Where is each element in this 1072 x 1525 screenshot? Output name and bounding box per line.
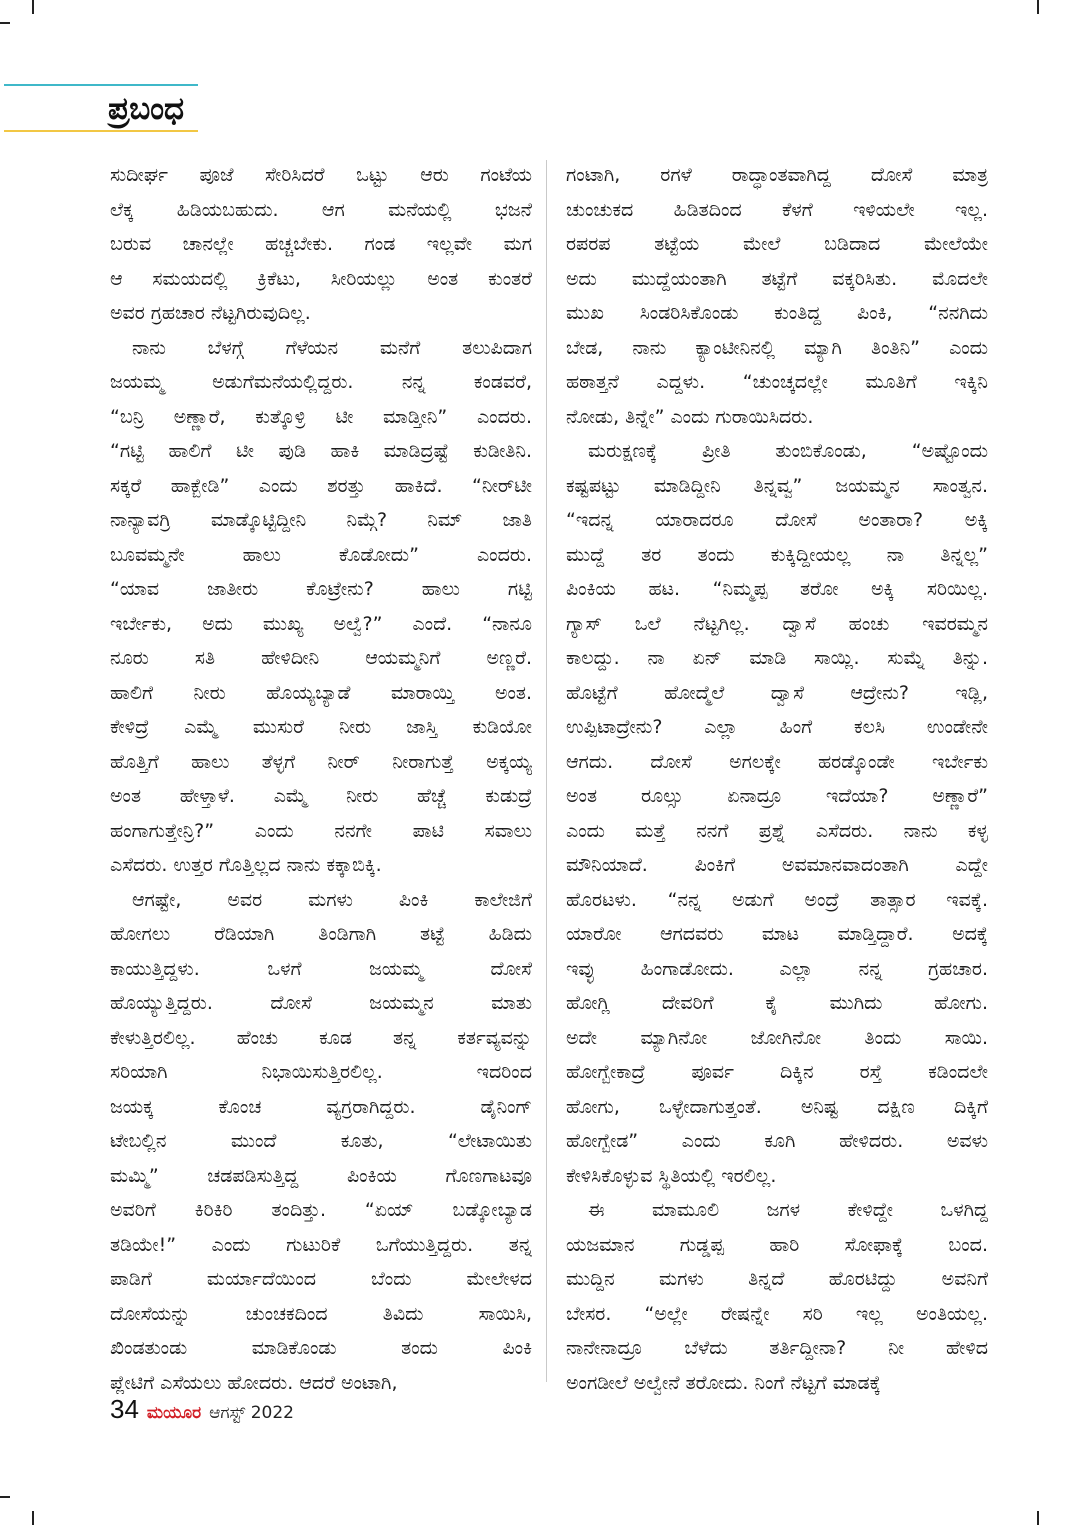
text-line: ಪಾಡಿಗೆ ಮರ್ಯಾದೆಯಿಂದ ಬೆಂದು ಮೇಲೇಳದ <box>110 1268 532 1290</box>
text-line: ಆ ಸಮಯದಲ್ಲಿ ಕ್ರಿಕೆಟು, ಸೀರಿಯಲ್ಲು ಅಂತ ಕುಂತರೆ <box>110 267 532 290</box>
article-column-right <box>566 158 988 1400</box>
text-line: ಜಯಮ್ಮ ಅಡುಗೆಮನೆಯಲ್ಲಿದ್ದರು. ನನ್ನ ಕಂಡವರೆ, <box>110 371 532 393</box>
text-line: “ಯಾವ ಜಾತೀರು ಕೊಟ್ರೇನು? ಹಾಲು ಗಟ್ಟಿ <box>110 578 532 600</box>
text-line: ಹೋಗ್ಬೇಡ” ಎಂದು ಕೂಗಿ ಹೇಳಿದರು. ಅವಳು <box>566 1130 988 1152</box>
page-footer <box>110 1394 294 1425</box>
text-line: ಹೋಗ್ಲಿ ದೇವರಿಗೆ ಕೈ ಮುಗಿದು ಹೋಗು. <box>566 992 988 1014</box>
text-line: ಅಂತ ರೂಲ್ಸು ಏನಾದ್ರೂ ಇದೆಯಾ? ಅಣ್ಣಾರೆ” <box>566 785 988 807</box>
article-column-left <box>110 158 532 1400</box>
text-line: ನಾನೇನಾದ್ರೂ ಬೆಳೆದು ತರ್ತಿದ್ದೀನಾ? ನೀ ಹೇಳಿದ <box>566 1337 988 1359</box>
text-line: ಇರ್ಬೇಕು, ಅದು ಮುಖ್ಯ ಅಲ್ವೆ?” ಎಂದೆ. “ನಾನೂ <box>110 612 532 635</box>
text-line: ಚುಂಚುಕದ ಹಿಡಿತದಿಂದ ಕೆಳಗೆ ಇಳಿಯಲೇ ಇಲ್ಲ. <box>566 198 988 221</box>
paragraph <box>110 158 532 331</box>
paragraph <box>110 883 532 1401</box>
text-line: ಹೊಯ್ಯುತ್ತಿದ್ದರು. ದೋಸೆ ಜಯಮ್ಮನ ಮಾತು <box>110 992 532 1014</box>
text-line: ಹೊತ್ತಿಗೆ ಹಾಲು ತೆಳ್ಳಗೆ ನೀರ್ ನೀರಾಗುತ್ತೆ ಅಕ್ಕಯ್ಯ <box>110 750 532 773</box>
text-line: “ಗಟ್ಟಿ ಹಾಲಿಗೆ ಟೀ ಪುಡಿ ಹಾಕಿ ಮಾಡಿದ್ರಷ್ಟೆ ಕುಡೀತಿನಿ. <box>110 440 532 462</box>
column-divider <box>546 160 547 1382</box>
text-line: ಲೆಕ್ಕ ಹಿಡಿಯಬಹುದು. ಆಗ ಮನೆಯಲ್ಲಿ ಭಜನೆ <box>110 198 532 221</box>
crop-mark <box>0 1496 10 1498</box>
text-line: ನೂರು ಸತಿ ಹೇಳಿದೀನಿ ಆಯಮ್ಮನಿಗೆ ಅಣ್ಣರೆ. <box>110 647 532 669</box>
text-line: ಕೇಳುತ್ತಿರಲಿಲ್ಲ. ಹೆಂಚು ಕೂಡ ತನ್ನ ಕರ್ತವ್ಯವನ್ನು <box>110 1026 532 1049</box>
text-line: ಅದು ಮುದ್ದೆಯಂತಾಗಿ ತಟ್ಟೆಗೆ ವಕ್ಕರಿಸಿತು. ಮೊದಲೇ <box>566 267 988 290</box>
text-line: ಕೇಳಿಸಿಕೊಳ್ಳುವ ಸ್ಥಿತಿಯಲ್ಲಿ ಇರಲಿಲ್ಲ. <box>566 1164 777 1187</box>
text-line: ಸರಿಯಾಗಿ ನಿಭಾಯಿಸುತ್ತಿರಲಿಲ್ಲ. ಇದರಿಂದ <box>110 1061 532 1083</box>
text-line: ಹಂಗಾಗುತ್ತೇನ್ರಿ?” ಎಂದು ನನಗೇ ಪಾಟಿ ಸವಾಲು <box>110 819 532 842</box>
text-line: ಹಾಲಿಗೆ ನೀರು ಹೊಯ್ಯಬ್ಯಾಡೆ ಮಾರಾಯ್ತಿ ಅಂತ. <box>110 681 532 704</box>
crop-mark <box>32 1511 34 1525</box>
text-line: ನಾನ್ಯಾವಗ್ರಿ ಮಾಡ್ಕೊಟ್ಟಿದ್ದೀನಿ ನಿಮ್ಗೆ? ನಿಮ್ ಜಾತಿ <box>110 509 532 531</box>
text-line: ಹೊಟ್ಟೆಗೆ ಹೋದ್ಮೆಲೆ ದ್ವಾಸೆ ಆದ್ರೇನು? ಇಡ್ಲಿ, <box>566 681 988 704</box>
text-line: ದೋಸೆಯನ್ನು ಚುಂಚಕದಿಂದ ತಿವಿದು ಸಾಯಿಸಿ, <box>110 1302 532 1325</box>
crop-mark <box>32 0 34 14</box>
text-line: ಯಾರೋ ಆಗದವರು ಮಾಟ ಮಾಡ್ತಿದ್ದಾರೆ. ಅದಕ್ಕೆ <box>566 923 988 945</box>
text-line: ಕಷ್ಟಪಟ್ಟು ಮಾಡಿದ್ದೀನಿ ತಿನ್ನವ್ವ” ಜಯಮ್ಮನ ಸಾಂತ್ವನ. <box>566 474 988 497</box>
text-line: ಹೋಗು, ಒಳ್ಳೇದಾಗುತ್ತಂತೆ. ಅನಿಷ್ಟ ದಕ್ಷಿಣ ದಿಕ್ಕಿಗೆ <box>566 1095 988 1118</box>
crop-mark <box>1037 0 1039 14</box>
text-line: ತಡಿಯೇ!” ಎಂದು ಗುಟುರಿಕೆ ಒಗೆಯುತ್ತಿದ್ದರು. ತನ್ನ <box>110 1233 532 1256</box>
text-line: ಅವರಿಗೆ ಕಿರಿಕಿರಿ ತಂದಿತ್ತು. “ಏಯ್ ಬಡ್ಕೋಬ್ಯಾಡ <box>110 1199 532 1221</box>
text-line: ಅದೇ ಮ್ಯಾಗಿನೋ ಜೋಗಿನೋ ತಿಂದು ಸಾಯಿ. <box>566 1026 988 1049</box>
text-line: ಹೋಗಲು ರೆಡಿಯಾಗಿ ತಿಂಡಿಗಾಗಿ ತಟ್ಟೆ ಹಿಡಿದು <box>110 923 532 945</box>
text-line: ಜಯಕ್ಕ ಕೊಂಚ ವ್ಯಗ್ರರಾಗಿದ್ದರು. ಡೈನಿಂಗ್ <box>110 1095 532 1118</box>
paragraph <box>110 331 532 883</box>
text-line: ಟೇಬಲ್ಲಿನ ಮುಂದೆ ಕೂತು, “ಲೇಟಾಯಿತು <box>110 1130 532 1152</box>
text-line: ಅಂಗಡೀಲೆ ಅಲ್ವೇನೆ ತರೋದು. ನಿಂಗೆ ನೆಟ್ಟಗೆ ಮಾಡಕ್ಕೆ <box>566 1371 881 1394</box>
text-line: ಉಪ್ಪಿಟಾದ್ರೇನು? ಎಲ್ಲಾ ಹಿಂಗೆ ಕಲಸಿ ಉಂಡೇನೇ <box>566 716 988 738</box>
paragraph <box>566 434 988 1193</box>
text-line: ಅಂತ ಹೇಳ್ತಾಳೆ. ಎಮ್ಮೆ ನೀರು ಹೆಚ್ಚೆ ಕುಡುದ್ರೆ <box>110 785 532 807</box>
text-line: ಆಗಷ್ಟೇ, ಅವರ ಮಗಳು ಪಿಂಕಿ ಕಾಲೇಜಿಗೆ <box>132 888 532 911</box>
crop-mark <box>1037 1511 1039 1525</box>
text-line: ಖಿಂಡತುಂಡು ಮಾಡಿಕೊಂಡು ತಂದು ಪಿಂಕಿ <box>110 1337 532 1359</box>
text-line: ಕೇಳಿದ್ರೆ ಎಮ್ಮೆ ಮುಸುರೆ ನೀರು ಜಾಸ್ತಿ ಕುಡಿಯೋ <box>110 716 532 738</box>
text-line: ಸುದೀರ್ಘ ಪೂಜೆ ಸೇರಿಸಿದರೆ ಒಟ್ಟು ಆರು ಗಂಟೆಯ <box>110 164 532 186</box>
text-line: ಗ್ಯಾಸ್ ಒಲೆ ನೆಟ್ಟಗಿಲ್ಲ. ದ್ವಾಸೆ ಹಂಚು ಇವರಮ್ಮನ <box>566 612 988 635</box>
text-line: ಯಜಮಾನ ಗುಡ್ಡಪ್ಪ ಹಾರಿ ಸೋಫಾಕ್ಕೆ ಬಂದ. <box>566 1233 988 1256</box>
paragraph <box>566 158 988 434</box>
paragraph <box>566 1193 988 1400</box>
page-number: 34 <box>110 1394 139 1424</box>
text-line: ಕಾಯುತ್ತಿದ್ದಳು. ಒಳಗೆ ಜಯಮ್ಮ ದೋಸೆ <box>110 957 532 980</box>
header-rule-cyan <box>4 84 198 86</box>
text-line: ನಾನು ಬೆಳಗ್ಗೆ ಗೆಳೆಯನ ಮನೆಗೆ ತಲುಪಿದಾಗ <box>132 336 532 359</box>
text-line: ನೋಡು, ತಿನ್ನೇ” ಎಂದು ಗುರಾಯಿಸಿದರು. <box>566 405 814 428</box>
text-line: ಮಮ್ಮಿ” ಚಡಪಡಿಸುತ್ತಿದ್ದ ಪಿಂಕಿಯ ಗೊಣಗಾಟವೂ <box>110 1164 532 1187</box>
text-line: “ಇದನ್ನ ಯಾರಾದರೂ ದೋಸೆ ಅಂತಾರಾ? ಅಕ್ಕಿ <box>566 509 988 531</box>
text-line: ಮೌನಿಯಾದೆ. ಪಿಂಕಿಗೆ ಅವಮಾನವಾದಂತಾಗಿ ಎದ್ದೇ <box>566 854 988 876</box>
text-line: ಬೂವಮ್ಮನೇ ಹಾಲು ಕೊಡೋದು” ಎಂದರು. <box>110 543 532 566</box>
text-line: ಸಕ್ಕರೆ ಹಾಕ್ಬೇಡಿ” ಎಂದು ಶರತ್ತು ಹಾಕಿದೆ. “ನೀರ್‌ಟೀ <box>110 474 532 497</box>
header-rule-yellow <box>4 130 198 132</box>
text-line: ಹೋಗ್ಬೇಕಾದ್ರೆ ಪೂರ್ವ ದಿಕ್ಕಿನ ರಸ್ತೆ ಕಡಿಂದಲೇ <box>566 1061 988 1083</box>
text-line: ಹೊರಟಳು. “ನನ್ನ ಅಡುಗೆ ಅಂದ್ರೆ ತಾತ್ಸಾರ ಇವಕ್ಕೆ. <box>566 888 988 911</box>
magazine-logo: ಮಯೂರ <box>146 1403 202 1423</box>
text-line: ಎಂದು ಮತ್ತೆ ನನಗೆ ಪ್ರಶ್ನೆ ಎಸೆದರು. ನಾನು ಕಳ್ಳ <box>566 819 988 842</box>
text-line: “ಬನ್ರಿ ಅಣ್ಣಾರೆ, ಕುತ್ಕೊಳ್ರಿ ಟೀ ಮಾಡ್ತೀನಿ” ಎಂದರು. <box>110 405 532 428</box>
text-line: ಮರುಕ್ಷಣಕ್ಕೆ ಪ್ರೀತಿ ತುಂಬಿಕೊಂಡು, “ಅಷ್ಟೊಂದು <box>588 440 988 462</box>
text-line: ಮುದ್ದಿನ ಮಗಳು ತಿನ್ನದೆ ಹೊರಟಿದ್ದು ಅವನಿಗೆ <box>566 1268 988 1290</box>
text-line: ಹಠಾತ್ತನೆ ಎದ್ದಳು. “ಚುಂಚ್ಕದಲ್ಲೇ ಮೂತಿಗೆ ಇಕ್ಕಿನಿ <box>566 371 988 393</box>
text-line: ಬೇಸರ. “ಅಲ್ಲೇ ರೇಷನ್ನೇ ಸರಿ ಇಲ್ಲ ಅಂತಿಯಲ್ಲ. <box>566 1302 988 1325</box>
text-line: ಇವ್ಳು ಹಿಂಗಾಡೋದು. ಎಲ್ಲಾ ನನ್ನ ಗ್ರಹಚಾರ. <box>566 957 988 980</box>
crop-mark <box>0 22 10 24</box>
text-line: ರಪರಪ ತಟ್ಟೆಯ ಮೇಲೆ ಬಡಿದಾದ ಮೇಲೆಯೇ <box>566 233 988 255</box>
text-line: ಆಗದು. ದೋಸೆ ಅಗಲಕ್ಕೇ ಹರಡ್ಕೊಂಡೇ ಇರ್ಬೇಕು <box>566 750 988 773</box>
text-line: ಮುಖ ಸಿಂಡರಿಸಿಕೊಂಡು ಕುಂತಿದ್ದ ಪಿಂಕಿ, “ನನಗಿದು <box>566 302 988 324</box>
text-line: ಈ ಮಾಮೂಲಿ ಜಗಳ ಕೇಳಿದ್ದೇ ಒಳಗಿದ್ದ <box>588 1199 988 1221</box>
text-line: ಅವರ ಗ್ರಹಚಾರ ನೆಟ್ಟಗಿರುವುದಿಲ್ಲ. <box>110 302 311 324</box>
text-line: ಗಂಟಾಗಿ, ರಗಳೆ ರಾದ್ಧಾಂತವಾಗಿದ್ದ ದೋಸೆ ಮಾತ್ರ <box>566 164 988 186</box>
section-title: ಪ್ರಬಂಧ <box>108 91 184 127</box>
issue-date: ಆಗಸ್ಟ್ 2022 <box>209 1403 294 1423</box>
text-line: ಮುದ್ದೆ ತರ ತಂದು ಕುಕ್ಕಿದ್ದೀಯಲ್ಲ ನಾ ತಿನ್ನಲ್ಲ” <box>566 543 988 566</box>
text-line: ಕಾಲದ್ದು. ನಾ ಏನ್ ಮಾಡಿ ಸಾಯ್ಲಿ. ಸುಮ್ನೆ ತಿನ್ನು. <box>566 647 988 669</box>
text-line: ಪ್ಲೇಟಿಗೆ ಎಸೆಯಲು ಹೋದರು. ಆದರೆ ಅಂಟಾಗಿ, <box>110 1371 398 1394</box>
text-line: ಪಿಂಕಿಯ ಹಟ. “ನಿಮ್ಮಪ್ಪ ತರೋ ಅಕ್ಕಿ ಸರಿಯಿಲ್ಲ. <box>566 578 988 600</box>
text-line: ಬೇಡ, ನಾನು ಕ್ಯಾಂಟೀನಿನಲ್ಲಿ ಮ್ಯಾಗಿ ತಿಂತಿನಿ” ಎಂದು <box>566 336 988 359</box>
text-line: ಬರುವ ಚಾನಲ್ಲೇ ಹಚ್ಚಬೇಕು. ಗಂಡ ಇಲ್ಲವೇ ಮಗ <box>110 233 532 255</box>
text-line: ಎಸೆದರು. ಉತ್ತರ ಗೊತ್ತಿಲ್ಲದ ನಾನು ಕಕ್ಕಾಬಿಕ್ಕಿ. <box>110 854 382 876</box>
